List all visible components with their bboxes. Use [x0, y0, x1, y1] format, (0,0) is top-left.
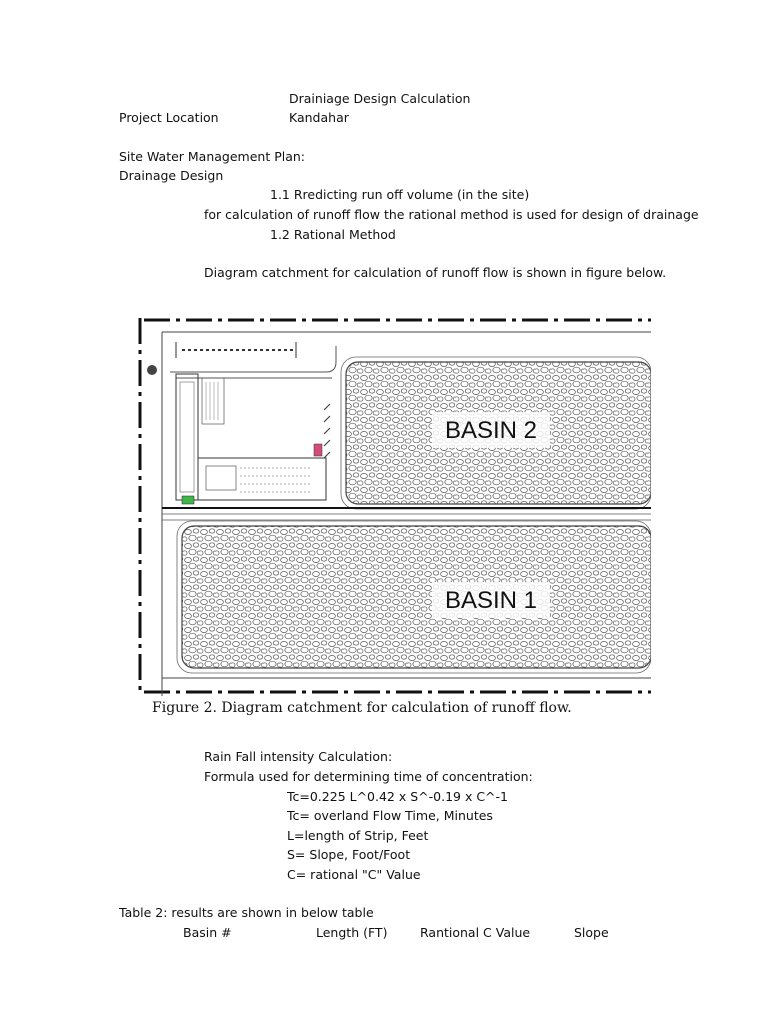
catchment-diagram — [136, 318, 651, 696]
project-location-value: Kandahar — [289, 110, 349, 125]
rational-note: for calculation of runoff flow the rational method is used for design of drainage — [204, 207, 699, 222]
definition-l: L=length of Strip, Feet — [287, 828, 429, 843]
definition-c: C= rational "C" Value — [287, 867, 421, 882]
item-1-1: 1.1 Rredicting run off volume (in the site) — [270, 187, 530, 202]
column-header-c-value: Rantional C Value — [420, 925, 531, 940]
formula-intro: Formula used for determining time of concentration: — [204, 769, 533, 784]
definition-tc: Tc= overland Flow Time, Minutes — [287, 808, 493, 823]
table-title: Table 2: results are shown in below table — [119, 905, 374, 920]
figure-caption: Figure 2. Diagram catchment for calculation of runoff flow. — [152, 700, 572, 716]
rainfall-heading: Rain Fall intensity Calculation: — [204, 749, 393, 764]
project-location-label: Project Location — [119, 110, 219, 125]
section-subheading: Drainage Design — [119, 168, 224, 183]
basin-2-label: BASIN 2 — [444, 417, 538, 444]
item-1-2: 1.2 Rational Method — [270, 227, 396, 242]
definition-s: S= Slope, Foot/Foot — [287, 847, 411, 862]
column-header-length: Length (FT) — [316, 925, 388, 940]
document-title: Drainiage Design Calculation — [289, 91, 471, 106]
section-heading: Site Water Management Plan: — [119, 149, 306, 164]
basin-1-label: BASIN 1 — [444, 587, 538, 614]
formula: Tc=0.225 L^0.42 x S^-0.19 x C^-1 — [287, 789, 508, 804]
diagram-intro: Diagram catchment for calculation of runoff flow is shown in figure below. — [204, 265, 667, 280]
column-header-slope: Slope — [574, 925, 609, 940]
column-header-basin: Basin # — [183, 925, 232, 940]
